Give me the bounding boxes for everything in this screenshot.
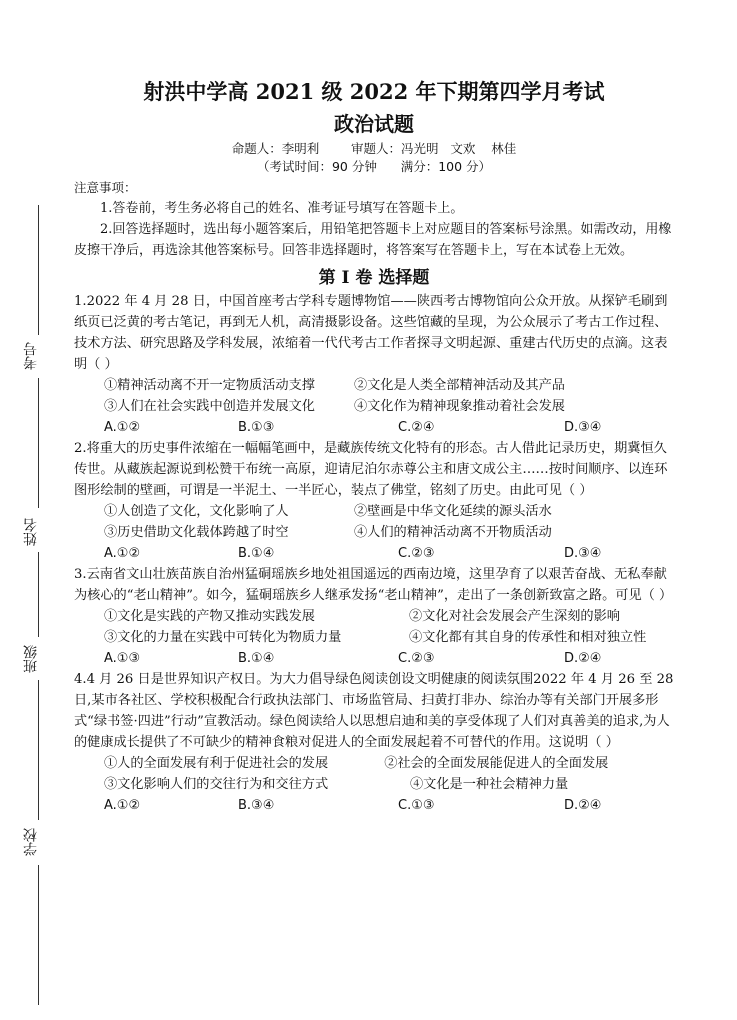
binding-line: [38, 680, 39, 820]
option-item: ①人的全面发展有利于促进社会的发展: [104, 756, 329, 771]
option-item: ③文化影响人们的交往行为和交往方式: [104, 777, 329, 792]
option-item: ④文化是一种社会精神力量: [410, 777, 569, 792]
label-xingming: 姓名: [23, 518, 39, 546]
answer-c[interactable]: C.②④: [398, 420, 435, 435]
answer-choices: [74, 648, 674, 669]
answer-c[interactable]: C.②③: [398, 651, 435, 666]
notice-item: 1.答卷前，考生务必将自己的姓名、准考证号填写在答题卡上。: [100, 201, 464, 216]
label-xuexiao: 学校: [23, 828, 39, 856]
question-stem: 2.将重大的历史事件浓缩在一幅幅笔画中，是藏族传统文化特有的形态。古人借此记录历史，期冀恒久传世。从藏族起源说到松赞干布统一高原，迎请尼泊尔赤尊公主和唐文成公主……按时间顺序、以连环图形绘制的壁画，可谓是一半泥土、一半匠心，装点了佛堂，铭刻了历史。由此可见（ ）: [74, 441, 668, 498]
question-2: [74, 438, 674, 564]
answer-d[interactable]: D.②④: [564, 798, 602, 813]
binding-line: [38, 552, 39, 637]
binding-line: [38, 378, 39, 508]
option-item: ④文化都有其自身的传承性和相对独立性: [409, 630, 647, 645]
exam-title: 射洪中学高 2021 级 2022 年下期第四学月考试: [143, 79, 605, 104]
option-item: ②社会的全面发展能促进人的全面发展: [384, 756, 609, 771]
question-options: [74, 501, 674, 543]
option-item: ①精神活动离不开一定物质活动支撑: [104, 378, 315, 393]
notice-item: 2.回答选择题时，选出每小题答案后，用铅笔把答题卡上对应题目的答案标号涂黑。如需改动，用橡皮擦干净后，再选涂其他答案标号。回答非选择题时，将答案写在答题卡上，写在本试卷上无效。: [74, 222, 672, 258]
question-3: [74, 564, 674, 669]
option-item: ④文化作为精神现象推动着社会发展: [354, 399, 565, 414]
answer-a[interactable]: A.①②: [104, 546, 141, 561]
answer-a[interactable]: A.①③: [104, 651, 141, 666]
exam-subtitle: 政治试题: [334, 112, 414, 136]
answer-a[interactable]: A.①②: [104, 420, 141, 435]
answer-c[interactable]: C.①③: [398, 798, 435, 813]
section-title: 第 I 卷 选择题: [318, 268, 430, 288]
answer-d[interactable]: D.②④: [564, 651, 602, 666]
option-item: ③文化的力量在实践中可转化为物质力量: [104, 630, 342, 645]
option-item: ①文化是实践的产物又推动实践发展: [104, 609, 315, 624]
answer-choices: [74, 417, 674, 438]
option-item: ④人们的精神活动离不开物质活动: [354, 525, 552, 540]
answer-b[interactable]: B.③④: [238, 798, 275, 813]
binding-margin: [0, 0, 60, 1020]
exam-authors: 命题人：李明利 审题人：冯光明 文欢 林佳: [231, 141, 517, 156]
exam-info: （考试时间：90 分钟 满分：100 分）: [256, 159, 492, 174]
answer-choices: [74, 795, 674, 816]
answer-c[interactable]: C.②③: [398, 546, 435, 561]
question-options: [74, 606, 674, 648]
question-stem: 1.2022 年 4 月 28 日，中国首座考古学科专题博物馆——陕西考古博物馆向公众开放。从探铲毛刷到纸页已泛黄的考古笔记，再到无人机，高清摄影设备。这些馆藏的呈现，为公众展示了考古工作过程、技术方法、研究思路及学科发展，浓缩着一代代考古工作者探寻文明起源、重建古代历史的点滴。这表明（ ）: [74, 294, 668, 372]
answer-d[interactable]: D.③④: [564, 420, 602, 435]
answer-d[interactable]: D.③④: [564, 546, 602, 561]
binding-line: [38, 865, 39, 1005]
question-4: [74, 669, 674, 816]
question-stem: 4.4 月 26 日是世界知识产权日。为大力倡导绿色阅读创设文明健康的阅读氛围2022 年 4 月 26 至 28 日,某市各社区、学校积极配合行政执法部门、市场监管局、扫黄打非办、综治办等有关部门开展多形式“绿书签·四进”行动”宣教活动。绿色阅读给人以思想启迪和美的享受体现了人们对真善美的追求,为人的健康成长提供了不可缺少的精神食粮对促进人的全面发展起着不可替代的作用。这说明（ ）: [74, 672, 674, 750]
option-item: ②文化对社会发展会产生深刻的影响: [409, 609, 620, 624]
question-options: [74, 753, 674, 774]
option-item: ②文化是人类全部精神活动及其产品: [354, 378, 565, 393]
answer-b[interactable]: B.①④: [238, 546, 275, 561]
option-item: ③历史借助文化载体跨越了时空: [104, 525, 289, 540]
notice-heading: 注意事项：: [74, 180, 137, 195]
label-banji: 班级: [23, 645, 39, 673]
answer-b[interactable]: B.①④: [238, 651, 275, 666]
answer-choices: [74, 543, 674, 564]
option-item: ①人创造了文化，文化影响了人: [104, 504, 289, 519]
binding-line: [38, 205, 39, 335]
option-item: ③人们在社会实践中创造并发展文化: [104, 399, 315, 414]
exam-page: [74, 78, 674, 816]
label-kaohao: 考号: [23, 342, 39, 370]
question-1: [74, 291, 674, 438]
question-options: [74, 774, 674, 795]
option-item: ②壁画是中华文化延续的源头活水: [354, 504, 552, 519]
question-stem: 3.云南省文山壮族苗族自治州猛硐瑶族乡地处祖国遥远的西南边境，这里孕育了以艰苦奋战、无私奉献为核心的“老山精神”。如今，猛硐瑶族乡人继承发扬“老山精神”，走出了一条创新致富之路。可见（ ）: [74, 567, 673, 603]
answer-a[interactable]: A.①②: [104, 798, 141, 813]
question-options: [74, 375, 674, 417]
answer-b[interactable]: B.①③: [238, 420, 275, 435]
